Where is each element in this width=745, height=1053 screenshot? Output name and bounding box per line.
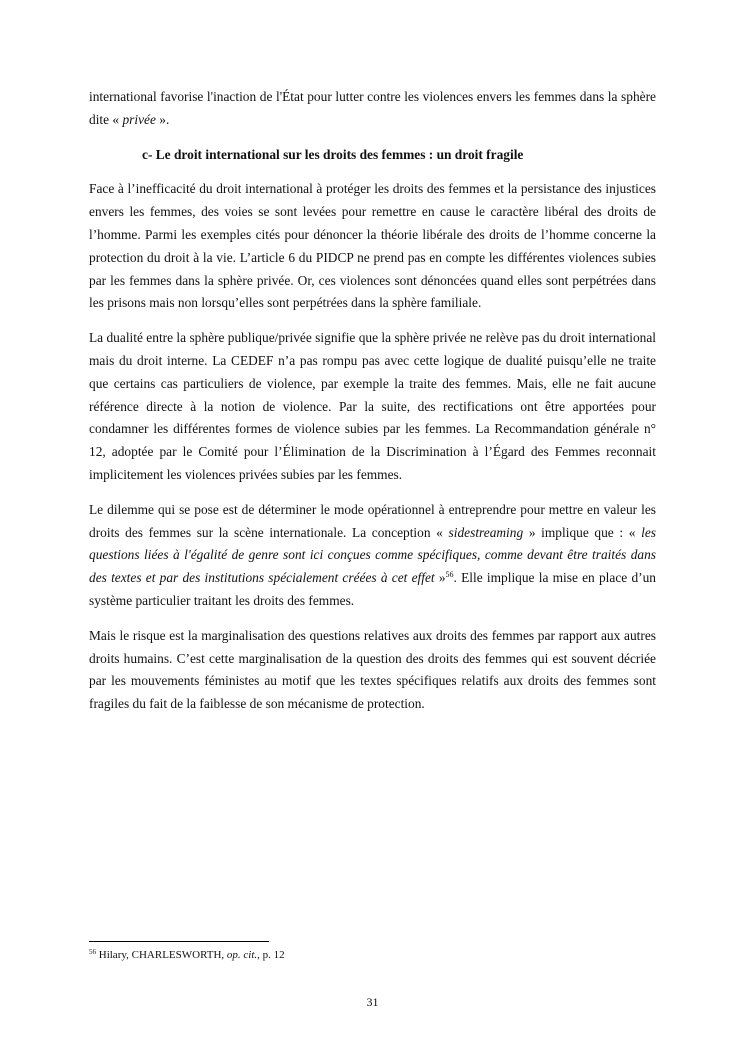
section-heading: c- Le droit international sur les droits des femmes : un droit fragile [142, 146, 524, 162]
text-run: international favorise l'inaction de l'État pour lutter contre les violences envers les femmes dans la sphère dite « [89, 89, 656, 127]
page-number: 31 [366, 995, 379, 1009]
body-text [89, 86, 656, 728]
footnote-divider [89, 941, 269, 942]
text-run: » implique que : « [523, 524, 642, 540]
italic-run: privée [122, 111, 156, 127]
footnote-opcit: op. cit. [226, 949, 258, 961]
paragraph-3 [89, 499, 656, 613]
paragraph-2: La dualité entre la sphère publique/privée signifie que la sphère privée ne relève pas du droit international mais du droit interne. La CEDEF n’a pas rompu pas avec cette logique de dualité puisqu’elle ne traite que certains cas particuliers de violence, par exemple la traite des femmes. Mais, elle ne fait aucune référence directe à la notion de violence. Par la suite, des rectifications ont être apportées pour condamner les différentes formes de violence subies par les femmes. La Recommandation générale n° 12, adoptée par le Comité pour l’Élimination de la Discrimination à l’Égard des Femmes reconnait implicitement les violences privées subies par les femmes. [89, 330, 656, 482]
text-run: ». [155, 111, 170, 127]
paragraph-continuation [89, 86, 656, 132]
paragraph-4: Mais le risque est la marginalisation des questions relatives aux droits des femmes par rapport aux autres droits humains. C’est cette marginalisation de la question des droits des femmes qui est souvent décriée par les mouvements féministes au motif que les textes spécifiques relatifs aux droits des femmes sont fragiles du fait de la faiblesse de son mécanisme de protection. [89, 627, 656, 712]
quotation: les questions liées à l'égalité de genre sont ici conçues comme spécifiques, comme devant être traités dans des textes et par des institutions spécialement créées à cet effet [89, 524, 656, 586]
footnote [89, 948, 285, 961]
text-run: » [434, 570, 446, 586]
footnote-author: Hilary, CHARLESWORTH, [96, 949, 227, 961]
footnote-number: 56 [89, 948, 96, 956]
footnote-page: , p. 12 [257, 949, 285, 961]
paragraph-1: Face à l’inefficacité du droit international à protéger les droits des femmes et la persistance des injustices envers les femmes, des voies se sont levées pour remettre en cause le caractère libéral des droits de l’homme. Parmi les exemples cités pour dénoncer la théorie libérale des droits de l’homme concerne la protection du droit à la vie. L’article 6 du PIDCP ne prend pas en compte les différentes violences subies par les femmes dans la sphère privée. Or, ces violences sont dénoncées quand elles sont perpétrées dans les prisons mais non lorsqu’elles sont perpétrées dans la sphère familiale. [89, 181, 656, 311]
text-run: . Elle implique la mise en place d’un système particulier traitant les droits des femmes. [89, 570, 656, 608]
footnote-reference: 56 [445, 570, 454, 580]
text-run: Le dilemme qui se pose est de déterminer le mode opérationnel à entreprendre pour mettre en valeur les droits des femmes sur la scène internationale. La conception « [89, 501, 656, 540]
italic-run: sidestreaming [448, 524, 524, 540]
